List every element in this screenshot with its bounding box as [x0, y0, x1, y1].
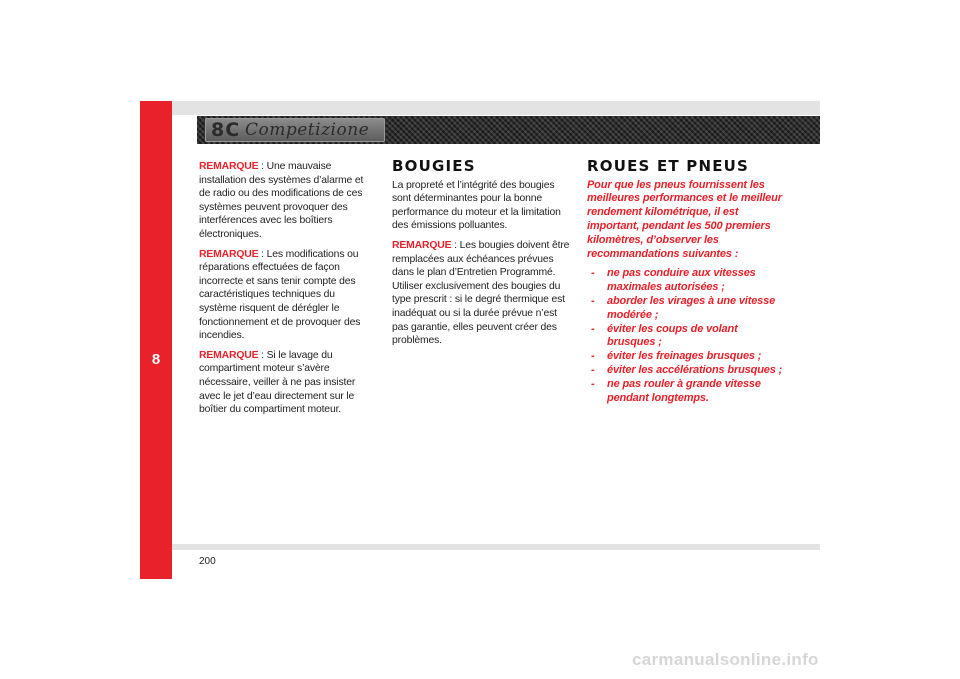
list-item: - éviter les accélérations brusques ; [591, 364, 787, 378]
note-label: REMARQUE [199, 248, 259, 260]
roues-intro: Pour que les pneus fournissent les meilleures performances et le meilleur rendement kilométrique, il est important, pendant les 500 premiers kilomètres, d’observer les recommandations suivantes : [587, 178, 782, 260]
note-text: : Les modifications ou réparations effectuées de façon incorrecte et sans tenir compte des caractéristiques techniques du système risquent de dérégler le fonctionnement et de provoquer des incendies. [199, 248, 361, 342]
bougies-note [392, 239, 570, 348]
notes-column [199, 160, 371, 423]
watermark: carmanualsonline.info [632, 650, 819, 669]
note-label: REMARQUE [199, 161, 259, 172]
note-label: REMARQUE [392, 239, 452, 251]
bougies-body: La propreté et l’intégrité des bougies sont déterminantes pour la bonne performance du moteur et la limitation des émissions polluantes. [392, 179, 561, 232]
chapter-tab [140, 101, 172, 579]
chapter-number: 8 [151, 351, 161, 368]
list-item: - ne pas rouler à grande vitesse pendant longtemps. [591, 378, 787, 406]
list-item: - éviter les coups de volant brusques ; [591, 323, 787, 351]
logo-script: Competizione [245, 120, 370, 140]
note-text: : Les bougies doivent être remplacées aux échéances prévues dans le plan d’Entretien Programmé. Utiliser exclusivement des bougies du type prescrit : si le degré thermique est inadéquat ou si la durée prévue n’est pas garantie, elles peuvent créer des problèmes. [392, 239, 570, 347]
note-3 [199, 349, 371, 417]
bougies-title: BOUGIES [392, 157, 476, 175]
note-1 [199, 160, 371, 242]
roues-title: ROUES ET PNEUS [587, 157, 750, 175]
advice-list [587, 267, 787, 405]
note-text: : Si le lavage du compartiment moteur s’avère nécessaire, veiller à ne pas insister avec le jet d’eau directement sur le boîtier du compartiment moteur. [199, 349, 356, 416]
footer-bar [172, 544, 820, 550]
list-item: - aborder les virages à une vitesse modérée ; [591, 295, 787, 323]
note-label: REMARQUE [199, 349, 259, 361]
roues-section [587, 157, 787, 405]
note-2 [199, 248, 371, 343]
bougies-section [392, 157, 570, 354]
list-item: - éviter les freinages brusques ; [591, 350, 787, 364]
header-bar [172, 101, 820, 115]
logo-initials: 8C [211, 119, 241, 141]
note-text: : Une mauvaise installation des systèmes d’alarme et de radio ou des modifications de ces systèmes peuvent provoquer des interférences avec les boîtiers électroniques. [199, 161, 364, 240]
page-number: 200 [199, 556, 216, 567]
brand-logo [205, 118, 385, 142]
list-item: - ne pas conduire aux vitesses maximales autorisées ; [591, 267, 787, 295]
